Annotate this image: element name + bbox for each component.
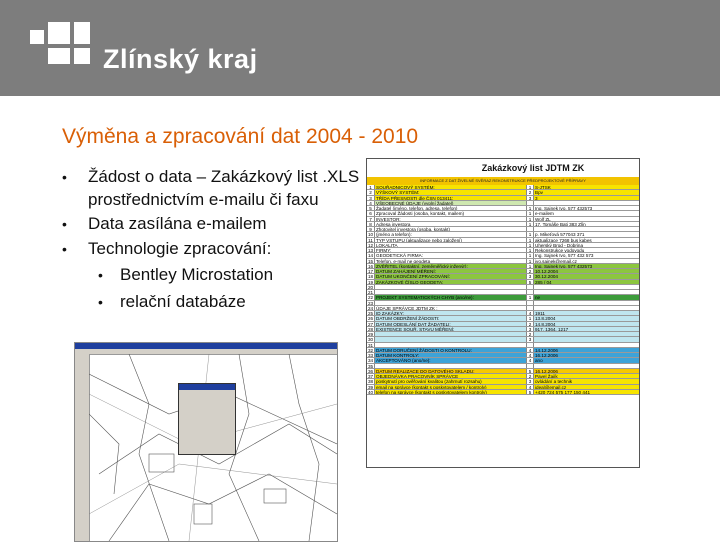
order-sheet-cell: 1 <box>527 248 534 252</box>
order-sheet-cell: 4 <box>527 311 534 315</box>
bullet-dot-icon: • <box>62 216 67 232</box>
order-sheet-cell: ZAKÁZKOVÉ ČÍSLO GEODETA: <box>375 280 527 284</box>
sub-bullet-item: • relační databáze <box>62 291 362 314</box>
bullet-dot-icon: • <box>62 240 67 257</box>
order-sheet-cell: 5 <box>527 280 534 284</box>
logo-text: Zlínský kraj <box>103 44 258 74</box>
order-sheet-cell: TŘÍDA PŘESNOSTI dle ČSN 013411: <box>375 196 527 200</box>
dialog-titlebar <box>179 384 235 390</box>
order-sheet-cell: 3 <box>527 327 534 331</box>
order-sheet-cell: 34 <box>367 358 374 364</box>
order-sheet-cell <box>375 301 527 305</box>
order-sheet-cell: 2 <box>367 190 375 194</box>
order-sheet-cell: AKCEPTOVÁNO (ano/ne): <box>375 358 527 362</box>
order-sheet-cell: 3 <box>534 196 639 200</box>
order-sheet-cell: 19 <box>367 279 374 285</box>
order-sheet-cell: Rekonstrukce vodovodu <box>535 248 585 253</box>
order-sheet-cell: 2 <box>527 374 534 378</box>
order-sheet-cell <box>534 301 639 305</box>
order-sheet-cell: p. Mikeťová 577043 371 <box>535 232 585 237</box>
order-sheet-cell: Ing. Sajnek Ivo, 577 432 573 <box>535 253 594 258</box>
order-sheet-cell: 3 <box>527 274 534 278</box>
order-sheet-cell: Zhotovitel investora (osoba, kontakt) <box>375 227 527 231</box>
order-sheet-cell: 1 <box>527 253 534 257</box>
order-sheet-cell: ideal@email.cz <box>534 385 639 389</box>
order-sheet-cell: 2 <box>527 332 534 336</box>
slide-title: Výměna a zpracování dat 2004 - 2010 <box>62 125 419 148</box>
order-sheet-cell: 25 <box>367 311 374 316</box>
bullet-item: • Žádost o data – Zakázkový list .XLS prostřednictvím e-mailu či faxu <box>62 167 360 209</box>
order-sheet-cell: 17. Tomáše Bati 383 Zlín <box>535 221 586 226</box>
order-sheet-cell: INVESTOR: <box>375 217 527 221</box>
order-sheet-screenshot <box>366 158 640 468</box>
order-sheet-cell: SOUŘADNICOVÝ SYSTÉM: <box>375 185 527 189</box>
order-sheet-cell: +420 724 575 177 150 441 <box>534 390 639 394</box>
order-sheet-cell <box>534 343 639 347</box>
order-sheet-cell: 917, 1364, 1217 <box>534 327 639 331</box>
order-sheet-cell: Wolf ZL <box>535 216 551 221</box>
order-sheet-cell: 1 <box>527 232 534 236</box>
order-sheet-cell: 1 <box>527 238 534 242</box>
order-sheet-cell: 4 <box>527 358 534 362</box>
order-sheet-cell: 9 <box>367 227 375 231</box>
order-sheet-cell: 17 <box>367 269 374 274</box>
bullet-dot-icon: • <box>98 293 103 310</box>
order-sheet-cell <box>534 285 639 289</box>
order-sheet-cell: Žadatel (jméno, telefon, adresa, telefon) <box>375 206 527 210</box>
order-sheet-cell <box>534 227 639 231</box>
order-sheet-cell: 1 <box>527 295 534 299</box>
order-sheet-cell: 1 <box>527 211 534 215</box>
order-sheet-cell: 285 / 04 <box>534 280 639 284</box>
order-sheet-cell: 23 <box>367 300 374 306</box>
order-sheet-cell: 5 <box>527 369 534 373</box>
order-sheet-cell: 11 <box>367 238 375 242</box>
order-sheet-cell: S-JTSK <box>534 185 639 189</box>
order-sheet-cell: 1 <box>527 222 534 226</box>
order-sheet-cell: DATUM ZAHÁJENÍ MĚŘENÍ: <box>375 269 527 273</box>
order-sheet-cell <box>375 332 527 336</box>
order-sheet-cell: 14 <box>367 253 374 259</box>
order-sheet-cell: 32 <box>367 347 374 353</box>
order-sheet-cell: 35 <box>367 363 374 369</box>
bullet-item: • Data zasílána e-mailem <box>62 213 362 236</box>
order-sheet-cell: GEODETICKÁ FIRMA: <box>375 253 527 257</box>
order-sheet-cell: FIRMY: <box>375 248 527 252</box>
order-sheet-cell: 29 <box>367 332 374 337</box>
order-sheet-cell <box>534 306 639 310</box>
order-sheet-cell: 30 <box>367 337 374 343</box>
header-bar <box>0 0 720 96</box>
order-sheet-cell: 3 <box>527 196 534 200</box>
order-sheet-cell: 13 <box>367 248 374 253</box>
order-sheet-cell: 33 <box>367 353 374 358</box>
order-sheet-cell: VŠEOBECNÉ ÚDAJE (vyplní žadatel) <box>375 201 527 205</box>
order-sheet-cell <box>534 364 639 368</box>
order-sheet-cell: 14.8.2004 <box>534 322 639 326</box>
bullet-list <box>62 166 362 313</box>
order-sheet-cell: 27 <box>367 321 374 327</box>
order-sheet-cell: ano <box>534 358 639 362</box>
order-sheet-cell: 4 <box>527 348 534 352</box>
order-sheet-cell: DATUM UKONČENÍ ZPRACOVÁNÍ: <box>375 274 527 278</box>
order-sheet-cell: 3 <box>527 337 534 341</box>
order-sheet-cell: 28 <box>367 326 374 332</box>
order-sheet-cell: 36 <box>367 368 374 374</box>
order-sheet-cell <box>375 364 527 368</box>
order-sheet-cell: ZVĚŘITEL (kontaktní, zeměměřický inženýr): <box>375 264 527 268</box>
order-sheet-cell: 1 <box>527 217 534 221</box>
order-sheet-cell: 1911 <box>534 311 639 315</box>
logo-squares-icon <box>30 22 90 70</box>
order-sheet-cell: DATUM OBDRŽENÍ ŽÁDOSTI: <box>375 316 527 320</box>
order-sheet-cell <box>534 337 639 341</box>
order-sheet-cell: ivo.sajnek@email.cz <box>535 258 577 263</box>
order-sheet-cell: ne <box>534 295 639 299</box>
order-sheet-cell: 13.8.2004 <box>534 316 639 320</box>
order-sheet-cell: 2 <box>527 322 534 326</box>
order-sheet-cell: 10 <box>367 232 374 238</box>
order-sheet-cell <box>534 332 639 336</box>
order-sheet-cell: Uherský Brod - Dobrina <box>535 242 583 247</box>
order-sheet-cell: Ing. Sajnek Ivo, 577 432573 <box>534 264 639 268</box>
order-sheet-cell: 12 <box>367 242 374 248</box>
order-sheet-cell: DATUM REALIZACE DO DATOVÉHO SKLADU: <box>375 369 527 373</box>
order-sheet-rows <box>367 185 639 395</box>
order-sheet-cell: DATUM ODESLÁNÍ DAT ŽADATELI: <box>375 322 527 326</box>
tool-palette <box>75 354 90 541</box>
order-sheet-cell: 8 <box>367 222 375 226</box>
order-sheet-cell <box>375 285 527 289</box>
order-sheet-cell: 2 <box>527 190 534 194</box>
order-sheet-cell: 5 <box>367 206 375 210</box>
order-sheet-cell: 6 <box>367 211 375 215</box>
order-sheet-cell: DATUM KONTROLY: <box>375 353 527 357</box>
order-sheet-cell <box>527 290 534 294</box>
order-sheet-cell: TYP VSTUPU (aktualizace nebo založení) <box>375 238 527 242</box>
bullet-item: • Technologie zpracování: <box>62 238 362 261</box>
bullet-dot-icon: • <box>62 169 67 185</box>
order-sheet-cell: 24 <box>367 305 374 311</box>
order-sheet-cell: DATUM DORUČENÍ ŽÁDOSTI O KONTROLU: <box>375 348 527 352</box>
order-sheet-cell: 2 <box>527 269 534 273</box>
order-sheet-cell: Telefon, e-mail ne geodeta <box>375 259 527 263</box>
order-sheet-cell: telefon na správce (kontakt s poskytovatelem kontroly) <box>375 390 527 394</box>
order-sheet-cell: 5 <box>527 390 534 394</box>
order-sheet-cell: poskytnutí pro ověřování kvalitou (zahrnutí rozsahu) <box>375 379 527 383</box>
order-sheet-cell: LOKALITA <box>375 243 527 247</box>
order-sheet-cell: Zpracoval Žádosti (osoba, kontakt, mailem) <box>375 211 527 215</box>
order-sheet-cell: 15 <box>367 258 374 264</box>
order-sheet-cell <box>534 201 639 205</box>
order-sheet-cell: ovládání a technik <box>534 379 639 383</box>
order-sheet-cell: EXISTENCE SOUŘ. STAVU MĚŘENÍ: <box>375 327 527 331</box>
order-sheet-cell: 14.12.2006 <box>534 348 639 352</box>
order-sheet-cell: 38 <box>367 379 374 385</box>
order-sheet-cell: 39 <box>367 384 374 390</box>
order-sheet-cell <box>375 343 527 347</box>
order-sheet-cell: 3 <box>527 379 534 383</box>
microstation-screenshot <box>74 342 338 542</box>
order-sheet-cell: 16 <box>367 263 374 269</box>
order-sheet-cell: OBJEDNÁVKA PRACOVNÍK SPRÁVCE <box>375 374 527 378</box>
order-sheet-cell: 37 <box>367 374 374 379</box>
order-sheet-cell <box>527 343 534 347</box>
order-sheet-cell: 1 <box>527 185 534 189</box>
sub-bullet-item: • Bentley Microstation <box>62 264 362 287</box>
order-sheet-cell: 16.12.2006 <box>534 353 639 357</box>
bullet-dot-icon: • <box>98 267 103 283</box>
order-sheet-cell: 1 <box>527 259 534 263</box>
order-sheet-cell: 31 <box>367 342 374 348</box>
dialog-window <box>178 383 236 455</box>
order-sheet-cell: 7 <box>367 217 375 221</box>
order-sheet-cell: 16.12.2006 <box>534 369 639 373</box>
order-sheet-cell: 1 <box>527 243 534 247</box>
order-sheet-cell <box>527 301 534 305</box>
order-sheet-cell: 4 <box>367 201 375 205</box>
order-sheet-cell: 22 <box>367 295 374 301</box>
order-sheet-cell <box>375 290 527 294</box>
order-sheet-cell: PROJEKT SYSTEMATICKÝCH CHYB (ano/ne): <box>375 295 527 299</box>
order-sheet-cell: ÚDAJE SPRÁVCE JDTM ZK : <box>375 306 527 310</box>
order-sheet-title: Zakázkový list JDTM ZK <box>481 163 585 173</box>
order-sheet-cell: Pavel Žajík <box>534 374 639 378</box>
order-sheet-cell: 4 <box>527 385 534 389</box>
order-sheet-cell: 30.12.2004 <box>534 274 639 278</box>
order-sheet-cell <box>375 337 527 341</box>
order-sheet-cell: 20 <box>367 284 374 290</box>
order-sheet-cell: 21 <box>367 290 374 295</box>
order-sheet-cell: 1 <box>527 264 534 268</box>
order-sheet-cell: Ing. Sajnek Ivo, 577 432573 <box>535 206 593 211</box>
order-sheet-cell: e-mailem <box>535 211 554 216</box>
order-sheet-cell <box>527 201 534 205</box>
order-sheet-cell <box>527 227 534 231</box>
order-sheet-cell: 18 <box>367 274 374 280</box>
order-sheet-cell <box>527 364 534 368</box>
order-sheet-cell: 1 <box>367 185 375 189</box>
order-sheet-cell <box>527 285 534 289</box>
order-sheet-subtitle: INFORMACE Z DAT ŽIVELNÉ SVĚRAZ REKONSTRUKCE PŘEDPROJEKTOVÉ PŘÍPRAVY <box>367 177 639 185</box>
order-sheet-cell: aktualizace 7268 bus kabes <box>535 237 592 242</box>
order-sheet-cell: Bpv <box>534 190 639 194</box>
order-sheet-cell: Adresa investora <box>375 222 527 226</box>
order-sheet-cell: 1 <box>527 316 534 320</box>
order-sheet-cell: VÝŠKOVÝ SYSTÉM: <box>375 190 527 194</box>
order-sheet-cell: 10.12.2004 <box>534 269 639 273</box>
order-sheet-cell: 40 <box>367 389 374 395</box>
order-sheet-cell: 4 <box>527 353 534 357</box>
order-sheet-cell: (jméno a telefon): <box>375 232 527 236</box>
order-sheet-cell: 3 <box>367 196 375 200</box>
order-sheet-row <box>367 390 639 395</box>
order-sheet-cell: email na správce (kontakt s poskytovatelem / kontroly) <box>375 385 527 389</box>
order-sheet-cell <box>534 290 639 294</box>
order-sheet-cell: ID ZAKÁZKY: <box>375 311 527 315</box>
order-sheet-cell: 26 <box>367 316 374 322</box>
order-sheet-cell: 1 <box>527 206 534 210</box>
order-sheet-cell <box>527 306 534 310</box>
